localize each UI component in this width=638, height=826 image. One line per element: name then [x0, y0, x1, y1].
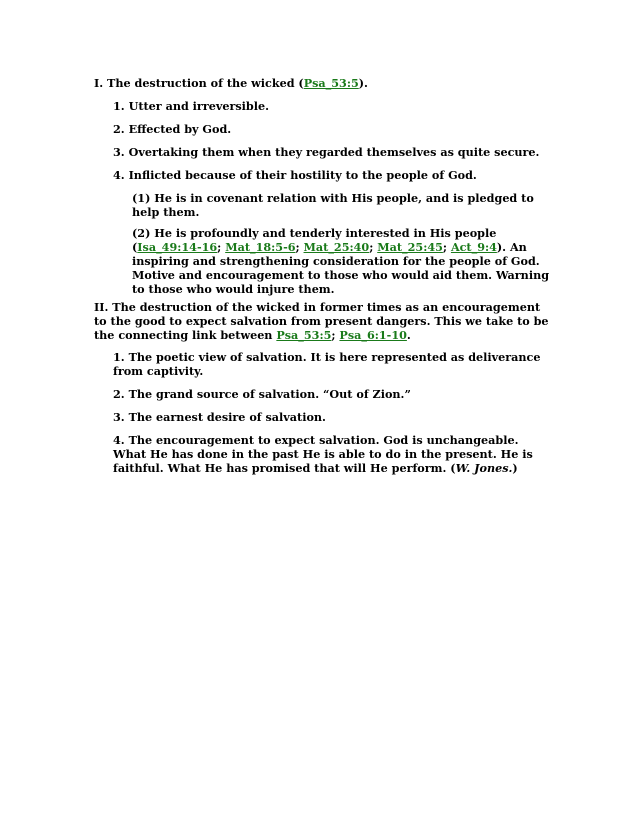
section-2-intro: II. The destruction of the wicked in former times as an encouragement to the good to expect salvation from present dangers. This we take to be the connecting link between Psa_53:5; Psa_6:1-10.: [94, 300, 549, 342]
section-2-item-3: 3. The earnest desire of salvation.: [113, 410, 326, 424]
section-1-item-4: 4. Inflicted because of their hostility to the people of God.: [113, 168, 477, 182]
section-1-item-1: 1. Utter and irreversible.: [113, 99, 269, 113]
section-2-item-2: 2. The grand source of salvation. “Out of Zion.”: [113, 387, 411, 401]
document-body: [94, 76, 554, 484]
scripture-link-mat-25-45[interactable]: Mat_25:45: [377, 240, 443, 254]
section-1-item-2: 2. Effected by God.: [113, 122, 232, 136]
scripture-link-act-9-4[interactable]: Act_9:4: [450, 240, 497, 254]
section-1-subitem-1: (1) He is in covenant relation with His people, and is pledged to help them.: [132, 191, 534, 219]
section-1-item-3: 3. Overtaking them when they regarded themselves as quite secure.: [113, 145, 540, 159]
scripture-link-isa-49-14[interactable]: Isa_49:14-16: [137, 240, 218, 254]
section-2-item-4: 4. The encouragement to expect salvation. God is unchangeable. What He has done in the past He is able to do in the present. He is faithful. What He has promised that will He perform. (W. Jones.): [113, 433, 533, 475]
scripture-link-psa-53-5[interactable]: Psa_53:5: [303, 76, 359, 90]
author-name: W. Jones.: [455, 461, 513, 475]
scripture-link-psa-6-1[interactable]: Psa_6:1-10: [339, 328, 407, 342]
section-1-subitem-2: (2) He is profoundly and tenderly interested in His people (Isa_49:14-16; Mat_18:5-6; Mat_25:40; Mat_25:45; Act_9:4). An inspiring and strengthening consideration for the people of God. Motive and encouragement to those who would aid them. Warning to those who would injure them.: [132, 226, 550, 296]
scripture-link-mat-18-5[interactable]: Mat_18:5-6: [225, 240, 296, 254]
section-1-heading: I. The destruction of the wicked (Psa_53:5).: [94, 76, 368, 90]
scripture-link-psa-53-5-b[interactable]: Psa_53:5: [276, 328, 332, 342]
section-2-item-1: 1. The poetic view of salvation. It is here represented as deliverance from captivity.: [113, 350, 541, 378]
scripture-link-mat-25-40[interactable]: Mat_25:40: [303, 240, 370, 254]
